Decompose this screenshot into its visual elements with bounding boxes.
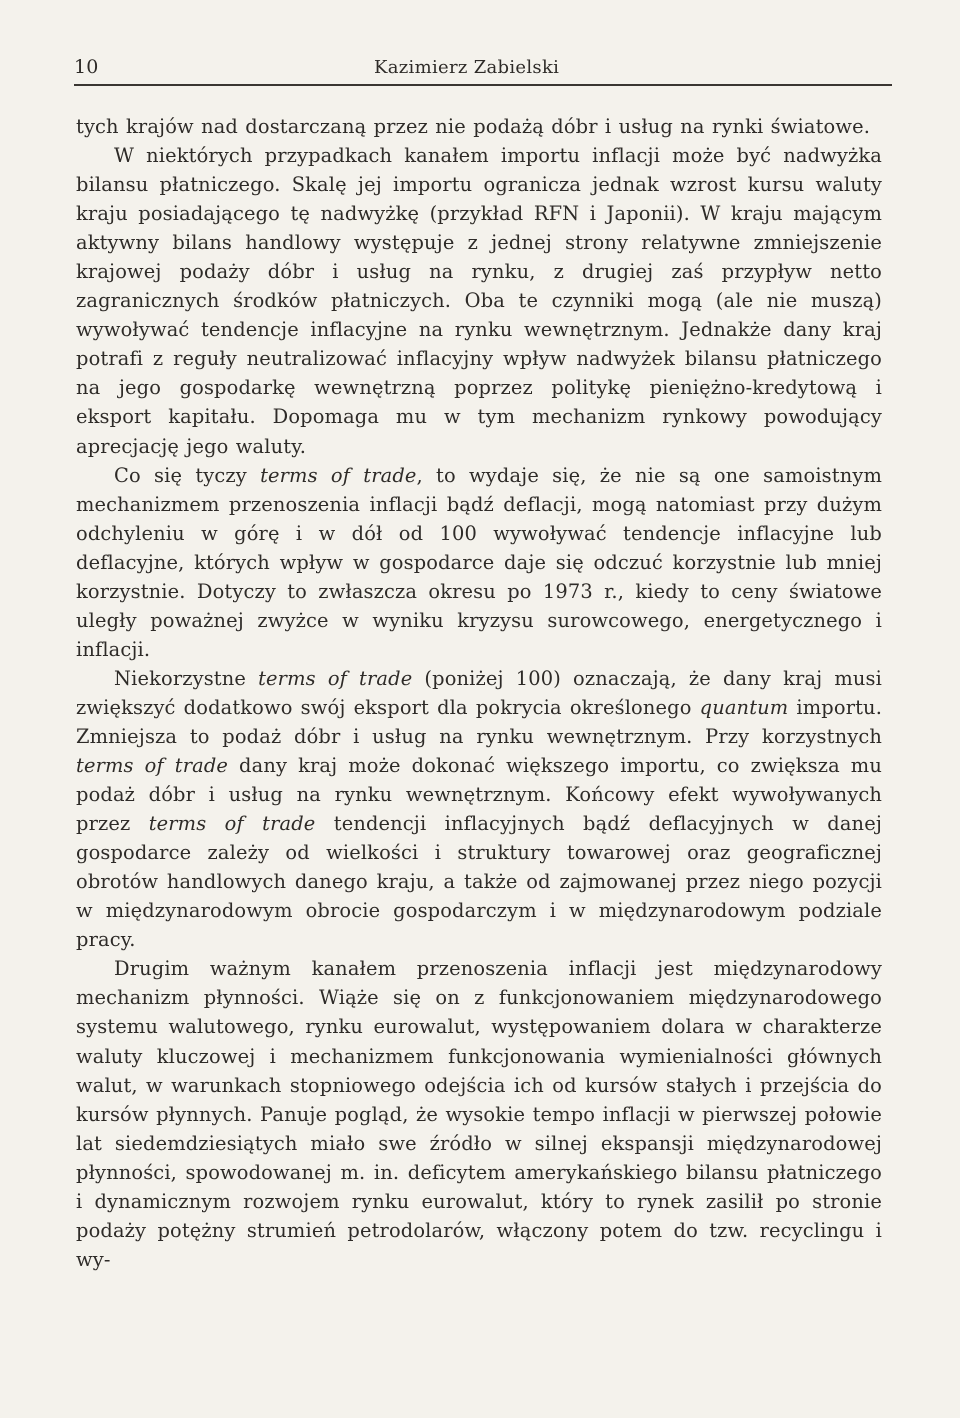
text-run: , to wydaje się, że nie są one samoistnym mechanizmem przenoszenia inflacji bądź deflacji, mogą natomiast przy dużym odchyleniu w górę i w dół od 100 wywoływać tendencje inflacyjne lub deflacyjne, których wpływ w gospodarce daje się odczuć korzystnie lub mniej korzystnie. Dotyczy to zwłaszcza okresu po 1973 r., kiedy to ceny światowe uległy poważnej zwyżce w wyniku kryzysu surowcowego, energetycznego i inflacji. — [76, 463, 882, 661]
italic-term: terms of trade — [76, 754, 229, 778]
text-run: Co się tyczy — [114, 463, 261, 487]
paragraph — [76, 461, 882, 664]
italic-term: terms of trade — [148, 812, 316, 836]
text-run: tych krajów nad dostarczaną przez nie podażą dóbr i usług na rynki światowe. — [76, 115, 871, 138]
text-run: importu. Zmniejsza to podaż dóbr i usług na rynku wewnętrznym. Przy korzystnych — [76, 695, 883, 748]
text-run: tendencji inflacyjnych bądź deflacyjnych w danej gospodarce zależy od wielkości i struktury towarowej oraz geograficznej obrotów handlowych danego kraju, a także od zajmowanej przez niego pozycji w międzynarodowym obrocie gospodarczym i w międzynarodowym podziale pracy. — [76, 812, 882, 952]
body-text — [76, 112, 882, 1274]
header-rule — [74, 84, 892, 86]
italic-term: terms of trade — [258, 666, 413, 690]
page-header — [74, 52, 890, 86]
page-number: 10 — [74, 56, 99, 78]
italic-term: terms of trade — [260, 463, 417, 487]
text-run: Niekorzystne — [114, 666, 259, 690]
paragraph — [76, 141, 882, 461]
running-head-author: Kazimierz Zabielski — [374, 57, 560, 78]
paragraph — [76, 112, 882, 141]
italic-term: quantum — [699, 695, 789, 719]
text-run: W niektórych przypadkach kanałem importu inflacji może być nadwyżka bilansu płatniczego. Skalę jej importu ogranicza jednak wzrost kursu waluty kraju posiadającego tę nadwyżkę (przykład RFN i Japonii). W kraju mającym aktywny bilans handlowy występuje z jednej strony relatywne zmniejszenie krajowej podaży dóbr i usług na rynku, z drugiej zaś przypływ netto zagranicznych środków płatniczych. Oba te czynniki mogą (ale nie muszą) wywoływać tendencje inflacyjne na rynku wewnętrznym. Jednakże dany kraj potrafi z reguły neutralizować inflacyjny wpływ nadwyżek bilansu płatniczego na jego gospodarkę wewnętrzną poprzez politykę pieniężno-kredytową i eksport kapitału. Dopomaga mu w tym mechanizm rynkowy powodujący aprecjację jego waluty. — [76, 144, 882, 458]
text-run: Drugim ważnym kanałem przenoszenia inflacji jest międzynarodowy mechanizm płynności. Wiąże się on z funkcjonowaniem międzynarodowego systemu walutowego, rynku eurowalut, występowaniem dolara w charakterze waluty kluczowej i mechanizmem funkcjonowania wymienialności głównych walut, w warunkach stopniowego odejścia ich od kursów stałych i przejścia do kursów płynnych. Panuje pogląd, że wysokie tempo inflacji w pierwszej połowie lat siedemdziesiątych miało swe źródło w silnej ekspansji międzynarodowej płynności, spowodowanej m. in. deficytem amerykańskiego bilansu płatniczego i dynamicznym rozwojem rynku eurowalut, który to rynek zasilił po stronie podaży potężny strumień petrodolarów, włączony potem do tzw. recyclingu i wy- — [76, 957, 882, 1271]
paragraph — [76, 664, 882, 954]
text-run: (poniżej 100) oznaczają, że dany kraj musi zwiększyć dodatkowo swój eksport dla pokrycia określonego — [76, 666, 882, 719]
paragraph — [76, 954, 882, 1274]
text-run: dany kraj może dokonać większego importu, co zwiększa mu podaż dóbr i usług na rynku wewnętrznym. Końcowy efekt wywoływanych przez — [76, 754, 882, 836]
